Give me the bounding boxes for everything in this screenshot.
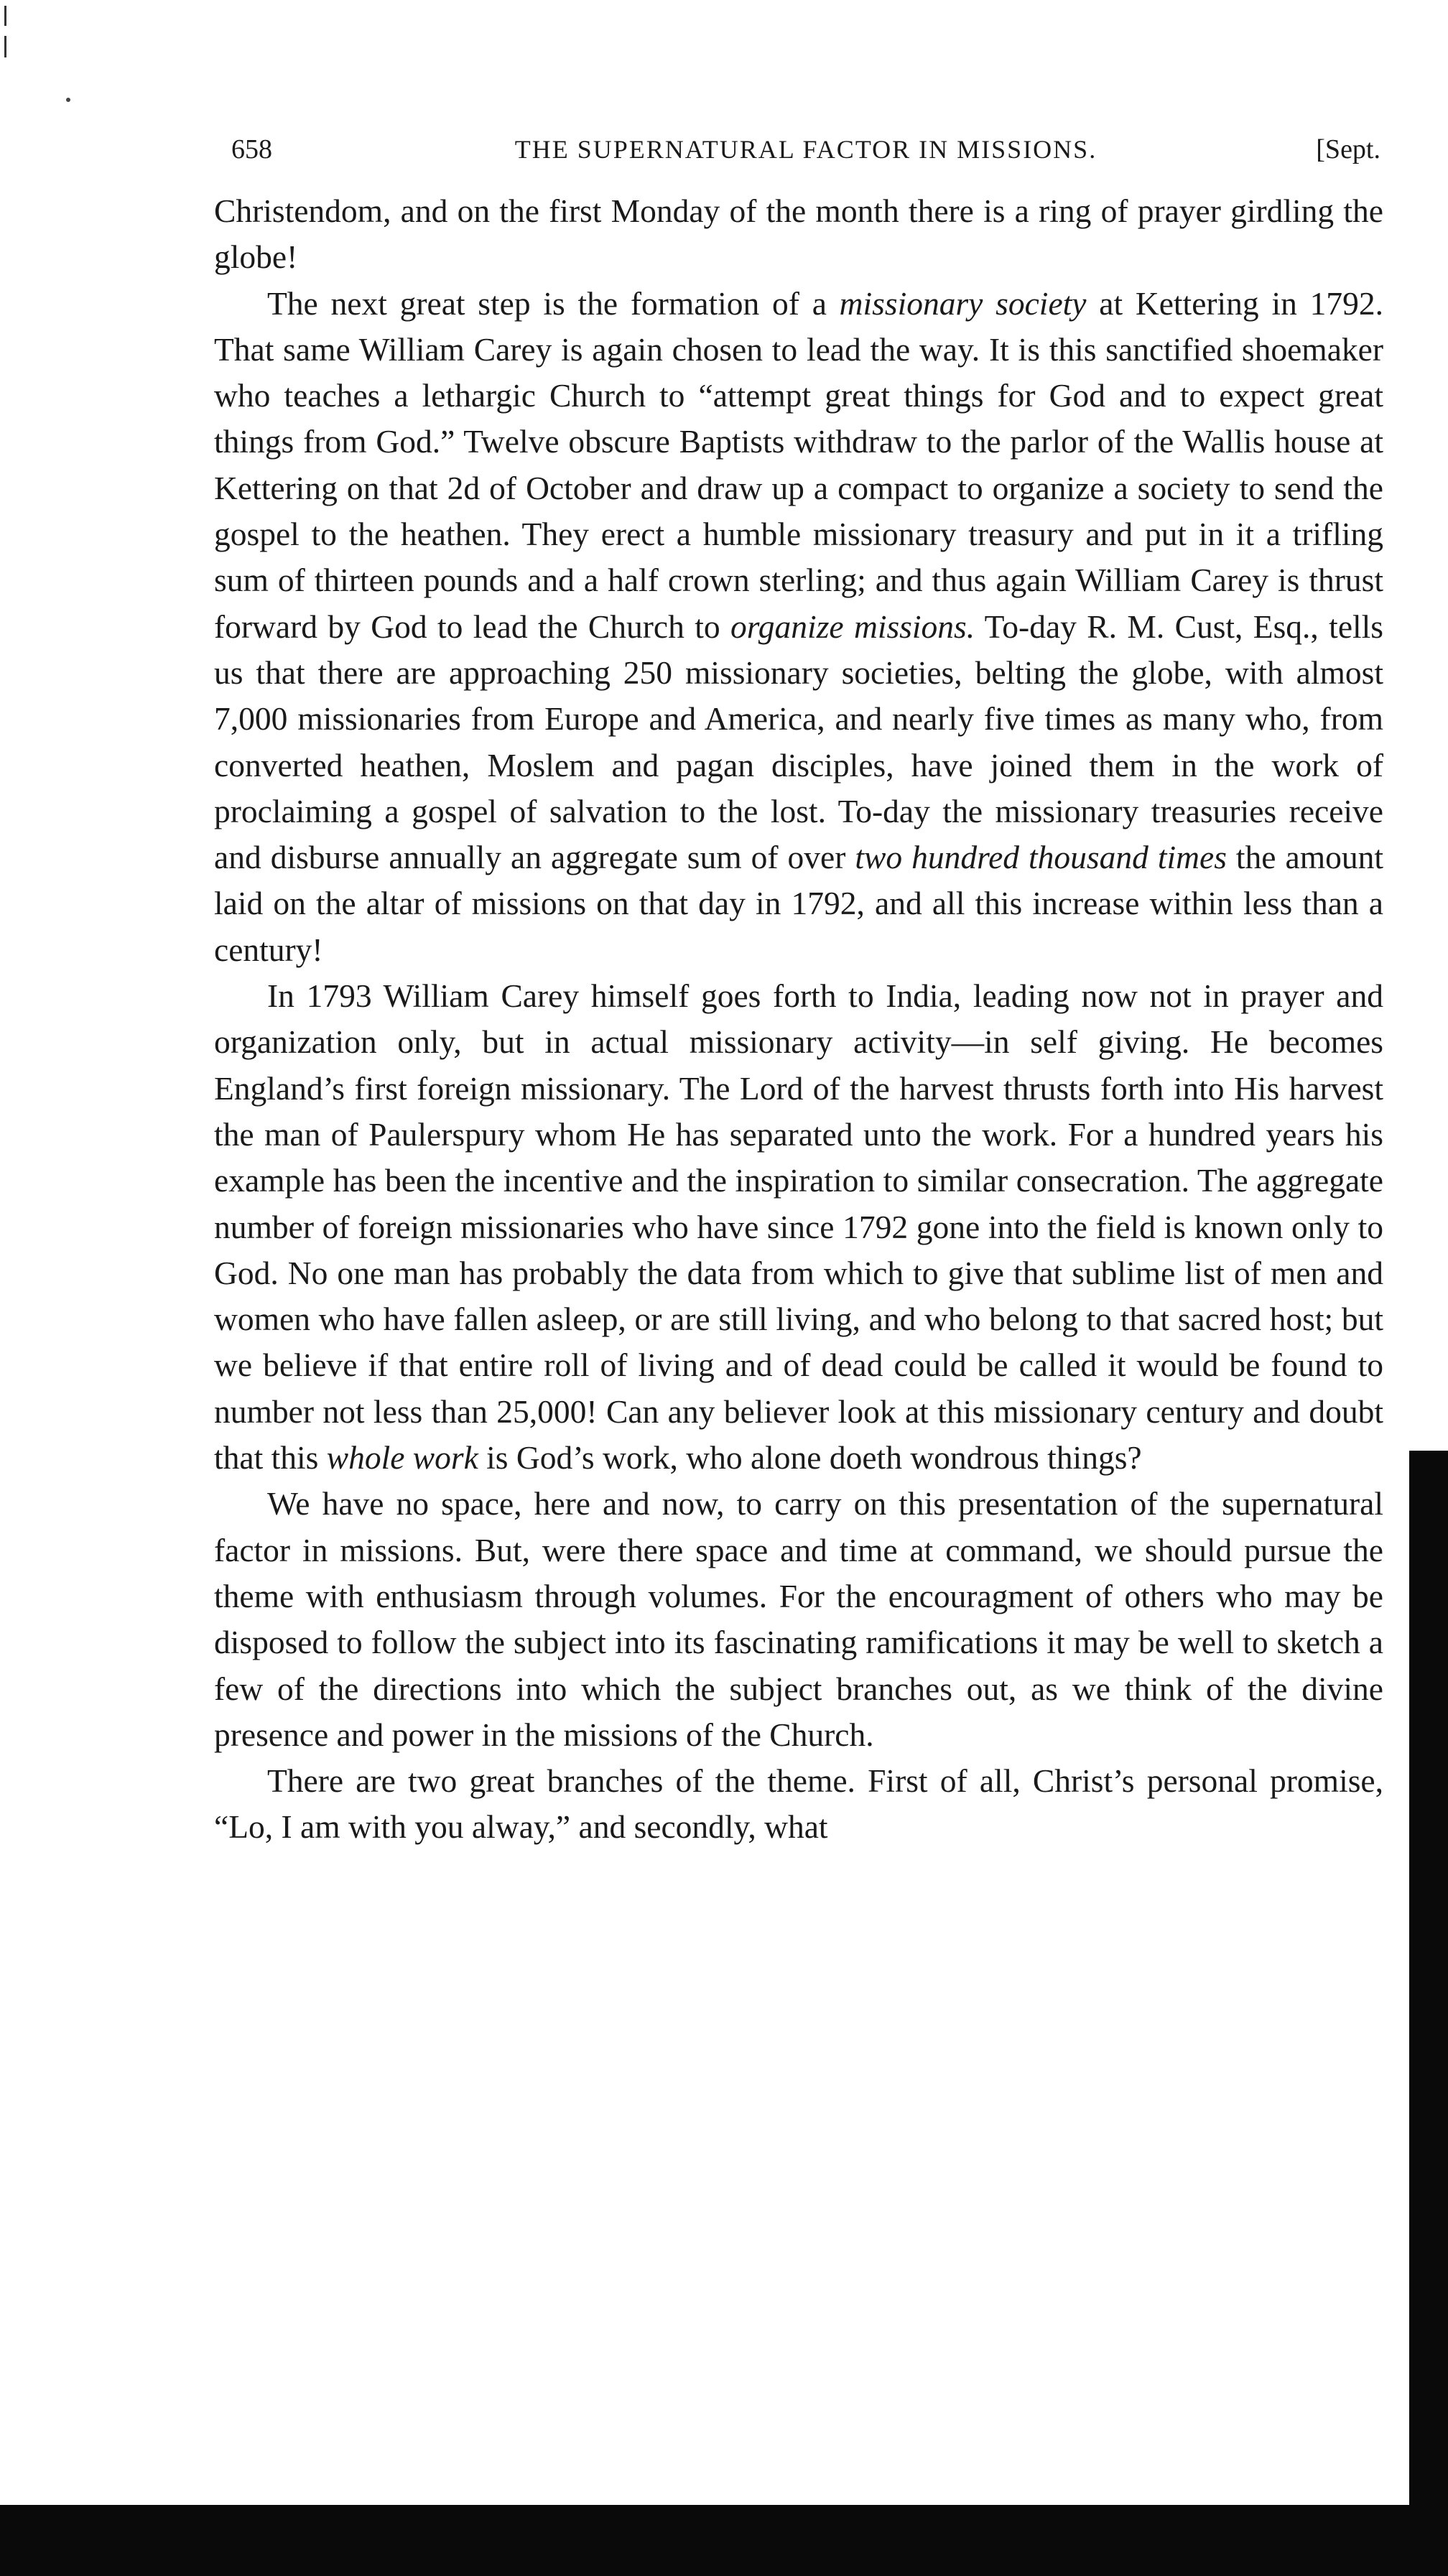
- italic-phrase: whole work: [326, 1439, 478, 1477]
- text-run: is God’s work, who alone doeth wondrous things?: [478, 1439, 1142, 1477]
- text-run: at Kettering in 1792. That same William Carey is again chosen to lead the way. It is this sanctified shoemaker who teaches a lethargic Church to “attempt great things for God and to expect great things from God.” Twelve obscure Baptists withdraw to the parlor of the Wallis house at Kettering on that 2d of October and draw up a compact to organize a society to send the gospel to the heathen. They erect a humble missionary treasury and put in it a trifling sum of thirteen pounds and a half crown sterling; and thus again William Carey is thrust forward by God to lead the Church to: [214, 284, 1383, 645]
- paragraph: [214, 1481, 1383, 1758]
- body-text: [214, 188, 1383, 1851]
- italic-phrase: missionary society: [839, 284, 1087, 322]
- scan-edge-mark: [4, 6, 6, 26]
- paragraph: [214, 973, 1383, 1481]
- text-run: There are two great branches of the theme. First of all, Christ’s personal promise, “Lo, I am with you alway,” and secondly, what: [214, 1762, 1383, 1846]
- paragraph: [214, 281, 1383, 973]
- text-run: The next great step is the formation of a: [267, 284, 840, 322]
- italic-phrase: two hundred thousand times: [855, 839, 1227, 876]
- issue-month: [Sept.: [1316, 134, 1380, 164]
- text-run: the amount laid on the altar of missions on that day in 1792, and all this increase within less than a century!: [214, 839, 1383, 968]
- page-number: 658: [231, 134, 272, 164]
- scan-speck: [66, 98, 70, 102]
- scan-shadow-right: [1409, 1451, 1448, 2506]
- text-run: In 1793 William Carey himself goes forth to India, leading now not in prayer and organization only, but in actual missionary activity—in self giving. He becomes England’s first foreign missionary. The Lord of the harvest thrusts forth into His harvest the man of Paulerspury whom He has separated unto the work. For a hundred years his example has been the incentive and the inspiration to similar consecration. The aggregate number of foreign missionaries who have since 1792 gone into the field is known only to God. No one man has probably the data from which to give that sublime list of men and women who have fallen asleep, or are still living, and who belong to that sacred host; but we believe if that entire roll of living and of dead could be called it would be found to number not less than 25,000! Can any believer look at this missionary century and doubt that this: [214, 977, 1383, 1477]
- italic-phrase: organize missions.: [730, 608, 975, 645]
- scan-shadow-bottom: [0, 2505, 1448, 2576]
- text-run: We have no space, here and now, to carry on this presentation of the supernatural factor in missions. But, were there space and time at command, we should pursue the theme with enthusiasm through volumes. For the encouragment of others who may be disposed to follow the subject into its fascinating ramifications it may be well to sketch a few of the directions into which the subject branches out, as we think of the divine presence and power in the missions of the Church.: [214, 1485, 1383, 1753]
- paragraph: [214, 188, 1383, 281]
- text-run: To-day R. M. Cust, Esq., tells us that there are approaching 250 missionary societies, belting the globe, with almost 7,000 missionaries from Europe and America, and nearly five times as many who, from converted heathen, Moslem and pagan disciples, have joined them in the work of proclaiming a gospel of salvation to the lost. To-day the missionary treasuries receive and disburse annually an aggregate sum of over: [214, 608, 1384, 876]
- scan-edge-mark: [4, 36, 6, 57]
- running-head: [231, 128, 1380, 171]
- text-run: Christendom, and on the first Monday of the month there is a ring of prayer girdling the globe!: [214, 192, 1383, 276]
- paragraph: [214, 1758, 1383, 1851]
- running-title: THE SUPERNATURAL FACTOR IN MISSIONS.: [514, 135, 1097, 164]
